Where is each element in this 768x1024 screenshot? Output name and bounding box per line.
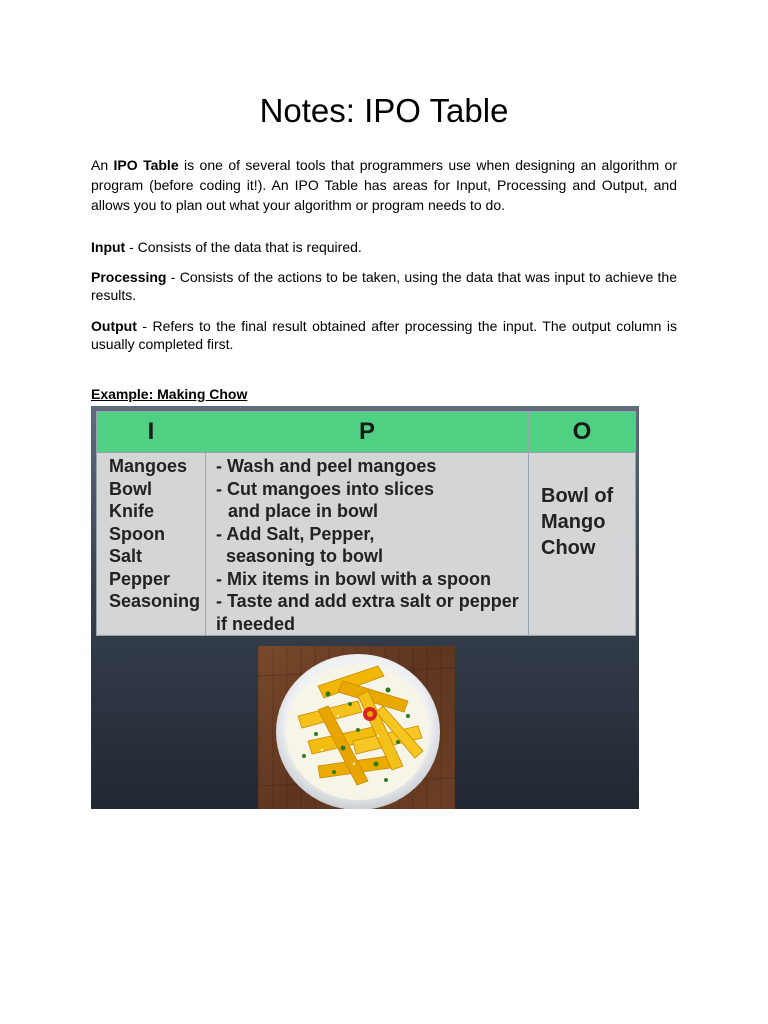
ipo-table <box>96 411 636 636</box>
page-title: Notes: IPO Table <box>259 92 509 129</box>
definition-processing <box>91 268 677 304</box>
mango-chow-photo <box>258 646 455 809</box>
processing-line: - Cut mangoes into slices <box>216 478 435 499</box>
processing-line: - Taste and add extra salt or pepper <box>216 591 519 611</box>
input-item: Spoon <box>109 523 165 544</box>
processing-line: and place in bowl <box>228 501 379 521</box>
processing-line: if needed <box>216 613 296 634</box>
input-item: Mangoes <box>109 456 188 476</box>
ipo-example-figure <box>91 406 639 809</box>
processing-cell <box>206 453 529 636</box>
output-cell <box>529 453 636 636</box>
processing-line: seasoning to bowl <box>226 546 384 566</box>
definition-term: Processing <box>91 269 167 285</box>
ipo-body-row <box>97 453 636 636</box>
input-item: Knife <box>109 501 154 521</box>
definition-text: - Consists of the actions to be taken, using the data that was input to achieve the results. <box>91 269 677 303</box>
intro-term-ipo-table: IPO Table <box>113 157 179 173</box>
ipo-header-row <box>97 412 636 453</box>
ipo-header-processing: P <box>206 412 529 453</box>
output-line: Bowl of <box>541 485 614 507</box>
processing-line: - Add Salt, Pepper, <box>216 523 375 544</box>
intro-text-rest: is one of several tools that programmers use when designing an algorithm or program (before coding it!). An IPO Table has areas for Input, Processing and Output, and allows you to plan out what your algorithm or program needs to do. <box>91 157 677 213</box>
input-item: Pepper <box>109 568 171 589</box>
output-line: Chow <box>541 537 596 559</box>
definition-text: - Refers to the final result obtained after processing the input. The output column is usually completed first. <box>91 318 677 352</box>
input-item: Seasoning <box>109 591 201 611</box>
definition-input <box>91 237 677 257</box>
intro-text-start: An <box>91 157 114 173</box>
output-line: Mango <box>541 511 606 533</box>
definition-term: Output <box>91 318 137 334</box>
input-cell <box>97 453 206 636</box>
input-item: Bowl <box>109 478 152 499</box>
definition-output <box>91 317 677 353</box>
intro-paragraph <box>91 155 677 215</box>
definition-text: - Consists of the data that is required. <box>125 239 362 255</box>
input-item: Salt <box>109 546 143 566</box>
mango-chow-image <box>258 646 455 809</box>
ipo-header-output: O <box>529 412 636 453</box>
ipo-header-input: I <box>97 412 206 453</box>
processing-line: - Wash and peel mangoes <box>216 456 437 476</box>
definition-term: Input <box>91 239 126 255</box>
processing-line: - Mix items in bowl with a spoon <box>216 568 492 589</box>
example-heading: Example: Making Chow <box>91 386 248 402</box>
